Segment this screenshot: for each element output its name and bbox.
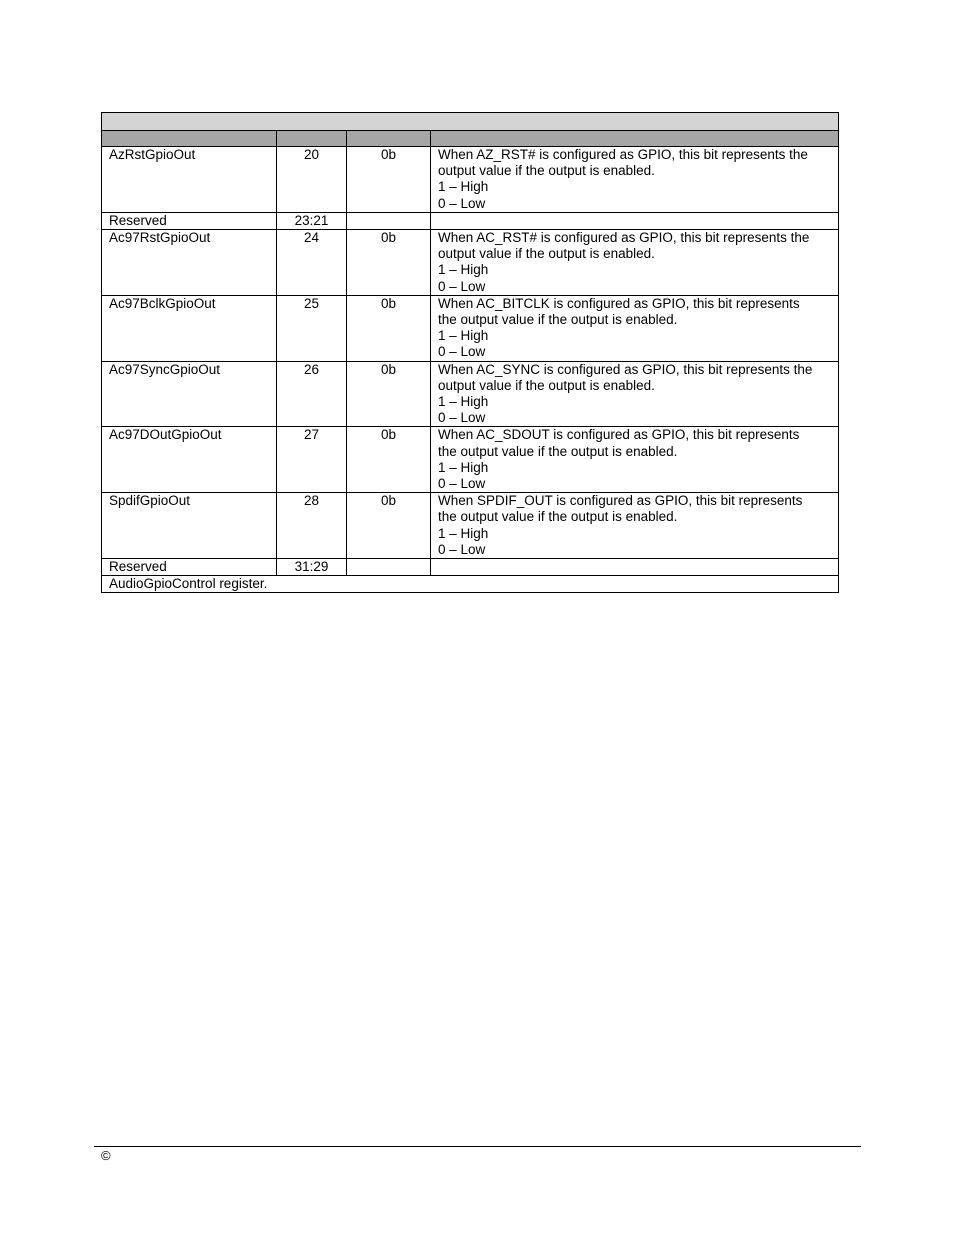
default-cell: 0b: [347, 493, 431, 559]
field-name-cell: AzRstGpioOut: [102, 147, 277, 213]
default-cell: [347, 212, 431, 229]
field-name-cell: Ac97BclkGpioOut: [102, 295, 277, 361]
default-cell: 0b: [347, 427, 431, 493]
register-table-body: [102, 113, 839, 593]
description-line: output value if the output is enabled.: [438, 246, 655, 262]
description-line: 0 – Low: [438, 344, 486, 360]
field-name-cell: Ac97SyncGpioOut: [102, 361, 277, 427]
description-line: When AC_RST# is configured as GPIO, this bit represents the: [438, 230, 810, 246]
description-line: output value if the output is enabled.: [438, 163, 655, 179]
copyright-symbol: ©: [101, 1148, 111, 1163]
table-row: [102, 361, 839, 427]
table-title-row: [102, 113, 839, 131]
default-cell: 0b: [347, 230, 431, 296]
table-row: [102, 493, 839, 559]
default-cell: 0b: [347, 361, 431, 427]
description-line: the output value if the output is enabled.: [438, 443, 678, 459]
description-line: 0 – Low: [438, 195, 486, 211]
table-row: [102, 295, 839, 361]
bits-cell: 26: [277, 361, 347, 427]
table-header-row: [102, 131, 839, 147]
table-row: [102, 559, 839, 576]
table-footnote: AudioGpioControl register.: [102, 576, 839, 593]
description-line: the output value if the output is enabled.: [438, 509, 678, 525]
description-line: 1 – High: [438, 525, 489, 541]
description-line: 0 – Low: [438, 410, 486, 426]
field-name-cell: SpdifGpioOut: [102, 493, 277, 559]
bits-cell: 24: [277, 230, 347, 296]
table-row: [102, 427, 839, 493]
bits-cell: 28: [277, 493, 347, 559]
description-cell: [431, 361, 839, 427]
description-cell: [431, 212, 839, 229]
field-name-cell: Reserved: [102, 212, 277, 229]
description-line: 1 – High: [438, 459, 489, 475]
field-name-cell: Ac97RstGpioOut: [102, 230, 277, 296]
description-line: When AZ_RST# is configured as GPIO, this bit represents the: [438, 147, 808, 162]
table-row: [102, 230, 839, 296]
table-row: [102, 147, 839, 213]
description-cell: [431, 295, 839, 361]
description-line: 1 – High: [438, 394, 489, 410]
header-description: [431, 131, 839, 147]
header-field: [102, 131, 277, 147]
default-cell: 0b: [347, 295, 431, 361]
description-line: 0 – Low: [438, 541, 486, 557]
description-line: 1 – High: [438, 262, 489, 278]
field-name-cell: Ac97DOutGpioOut: [102, 427, 277, 493]
description-line: When SPDIF_OUT is configured as GPIO, this bit represents: [438, 493, 803, 509]
description-line: the output value if the output is enabled.: [438, 312, 678, 328]
description-line: When AC_SYNC is configured as GPIO, this bit represents the: [438, 361, 813, 377]
table-title: [102, 113, 839, 131]
bits-cell: 23:21: [277, 212, 347, 229]
default-cell: 0b: [347, 147, 431, 213]
bits-cell: 31:29: [277, 559, 347, 576]
register-table: [101, 112, 839, 593]
description-line: 1 – High: [438, 179, 489, 195]
description-line: 0 – Low: [438, 278, 486, 294]
bits-cell: 20: [277, 147, 347, 213]
header-bits: [277, 131, 347, 147]
table-row: [102, 212, 839, 229]
description-cell: [431, 230, 839, 296]
description-line: 0 – Low: [438, 476, 486, 492]
bits-cell: 25: [277, 295, 347, 361]
description-cell: [431, 493, 839, 559]
default-cell: [347, 559, 431, 576]
bits-cell: 27: [277, 427, 347, 493]
table-footnote-row: [102, 576, 839, 593]
description-cell: [431, 427, 839, 493]
description-line: When AC_SDOUT is configured as GPIO, this bit represents: [438, 427, 800, 443]
description-line: output value if the output is enabled.: [438, 377, 655, 393]
header-default: [347, 131, 431, 147]
description-line: When AC_BITCLK is configured as GPIO, this bit represents: [438, 295, 800, 311]
footer-divider: [94, 1146, 861, 1147]
field-name-cell: Reserved: [102, 559, 277, 576]
description-cell: [431, 559, 839, 576]
description-cell: [431, 147, 839, 213]
description-line: 1 – High: [438, 328, 489, 344]
